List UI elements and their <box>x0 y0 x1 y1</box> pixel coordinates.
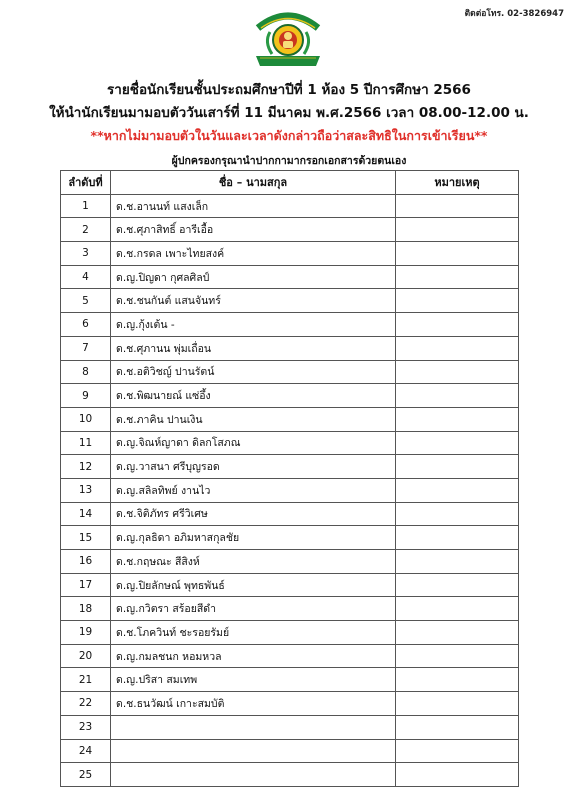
row-number-cell: 22 <box>61 692 111 716</box>
document-title: รายชื่อนักเรียนชั้นประถมศึกษาปีที่ 1 ห้อง 5 ปีการศึกษา 2566 <box>107 82 471 98</box>
remark-cell <box>396 621 519 645</box>
student-name-cell: ด.ญ.ปริสา สมเทพ <box>111 668 396 692</box>
row-number-cell: 23 <box>61 715 111 739</box>
row-number-cell: 8 <box>61 360 111 384</box>
student-roster-table <box>60 170 519 787</box>
student-name-cell: ด.ญ.กวิตรา สร้อยสีดำ <box>111 597 396 621</box>
student-name-cell: ด.ช.อติวิชญ์ ปานรัตน์ <box>111 360 396 384</box>
remark-cell <box>396 194 519 218</box>
remark-cell <box>396 550 519 574</box>
row-number-cell: 1 <box>61 194 111 218</box>
row-number-cell: 11 <box>61 431 111 455</box>
remark-cell <box>396 478 519 502</box>
row-number-cell: 20 <box>61 644 111 668</box>
student-name-cell: ด.ญ.สลิลทิพย์ งานไว <box>111 478 396 502</box>
row-number-cell: 16 <box>61 550 111 574</box>
table-row <box>61 313 519 337</box>
school-logo <box>250 6 326 72</box>
table-row <box>61 265 519 289</box>
remark-cell <box>396 739 519 763</box>
table-row <box>61 668 519 692</box>
row-number-cell: 2 <box>61 218 111 242</box>
registration-date-line: ให้นำนักเรียนมามอบตัววันเสาร์ที่ 11 มีนาคม พ.ศ.2566 เวลา 08.00-12.00 น. <box>49 105 529 121</box>
table-row <box>61 384 519 408</box>
table-row <box>61 621 519 645</box>
table-row <box>61 763 519 787</box>
parent-instruction: ผู้ปกครองกรุณานำปากกามากรอกเอกสารด้วยตนเอง <box>171 155 407 167</box>
table-row <box>61 502 519 526</box>
row-number-cell: 14 <box>61 502 111 526</box>
table-row <box>61 336 519 360</box>
student-name-cell <box>111 763 396 787</box>
student-name-cell: ด.ช.กฤษณะ สีสิงห์ <box>111 550 396 574</box>
row-number-cell: 21 <box>61 668 111 692</box>
table-row <box>61 692 519 716</box>
remark-cell <box>396 242 519 266</box>
student-name-cell: ด.ช.ธนวัฒน์ เกาะสมบัติ <box>111 692 396 716</box>
table-row <box>61 218 519 242</box>
table-row <box>61 289 519 313</box>
contact-phone: ติดต่อโทร. 02-3826947 <box>464 9 564 19</box>
remark-cell <box>396 573 519 597</box>
table-row <box>61 644 519 668</box>
student-name-cell: ด.ญ.จิณห์ญาดา ดิลกโสภณ <box>111 431 396 455</box>
remark-cell <box>396 597 519 621</box>
row-number-cell: 4 <box>61 265 111 289</box>
remark-cell <box>396 360 519 384</box>
table-row <box>61 431 519 455</box>
remark-cell <box>396 715 519 739</box>
student-name-cell: ด.ญ.ปิยลักษณ์ พุทธพันธ์ <box>111 573 396 597</box>
student-name-cell: ด.ช.จิติภัทร ศรีวิเศษ <box>111 502 396 526</box>
table-row <box>61 739 519 763</box>
table-row <box>61 573 519 597</box>
table-header-row <box>61 171 519 195</box>
table-row <box>61 242 519 266</box>
table-row <box>61 478 519 502</box>
table-row <box>61 597 519 621</box>
table-row <box>61 455 519 479</box>
student-name-cell: ด.ช.ศุภาสิทธิ์ อารีเอื้อ <box>111 218 396 242</box>
student-name-cell: ด.ช.อานนท์ แสงเล็ก <box>111 194 396 218</box>
row-number-cell: 17 <box>61 573 111 597</box>
remark-cell <box>396 313 519 337</box>
row-number-cell: 6 <box>61 313 111 337</box>
table-row <box>61 715 519 739</box>
student-name-cell <box>111 739 396 763</box>
row-number-cell: 13 <box>61 478 111 502</box>
remark-cell <box>396 431 519 455</box>
row-number-cell: 25 <box>61 763 111 787</box>
remark-cell <box>396 336 519 360</box>
student-name-cell: ด.ญ.กุลธิดา อภิมหาสกุลชัย <box>111 526 396 550</box>
row-number-cell: 12 <box>61 455 111 479</box>
student-name-cell: ด.ญ.วาสนา ศรีบุญรอด <box>111 455 396 479</box>
row-number-cell: 15 <box>61 526 111 550</box>
row-number-cell: 24 <box>61 739 111 763</box>
remark-cell <box>396 407 519 431</box>
remark-cell <box>396 502 519 526</box>
remark-cell <box>396 289 519 313</box>
row-number-cell: 3 <box>61 242 111 266</box>
table-row <box>61 360 519 384</box>
column-header-name: ชื่อ – นามสกุล <box>111 171 396 195</box>
row-number-cell: 7 <box>61 336 111 360</box>
table-row <box>61 526 519 550</box>
student-name-cell: ด.ช.ชนกันต์ แสนจันทร์ <box>111 289 396 313</box>
student-name-cell: ด.ช.โภควินท์ ชะรอยรัมย์ <box>111 621 396 645</box>
table-row <box>61 194 519 218</box>
student-name-cell: ด.ช.กรดล เพาะไทยสงค์ <box>111 242 396 266</box>
remark-cell <box>396 668 519 692</box>
table-row <box>61 407 519 431</box>
row-number-cell: 5 <box>61 289 111 313</box>
student-name-cell: ด.ช.ภาคิน ปานเงิน <box>111 407 396 431</box>
remark-cell <box>396 692 519 716</box>
column-header-number: ลำดับที่ <box>61 171 111 195</box>
row-number-cell: 19 <box>61 621 111 645</box>
roster-body <box>61 194 519 786</box>
remark-cell <box>396 763 519 787</box>
table-row <box>61 550 519 574</box>
row-number-cell: 10 <box>61 407 111 431</box>
remark-cell <box>396 526 519 550</box>
student-name-cell: ด.ช.พิฒนายณ์ แซ่อึ้ง <box>111 384 396 408</box>
row-number-cell: 9 <box>61 384 111 408</box>
student-name-cell <box>111 715 396 739</box>
remark-cell <box>396 644 519 668</box>
student-name-cell: ด.ญ.กุ้งเต้น - <box>111 313 396 337</box>
student-name-cell: ด.ญ.กมลชนก หอมหวล <box>111 644 396 668</box>
remark-cell <box>396 265 519 289</box>
student-name-cell: ด.ช.ศุภานน พุ่มเถื่อน <box>111 336 396 360</box>
remark-cell <box>396 384 519 408</box>
warning-note: **หากไม่มามอบตัวในวันและเวลาดังกล่าวถือว่าสละสิทธิในการเข้าเรียน** <box>90 128 488 143</box>
remark-cell <box>396 455 519 479</box>
row-number-cell: 18 <box>61 597 111 621</box>
student-name-cell: ด.ญ.ปิญดา กุศลศิลป์ <box>111 265 396 289</box>
remark-cell <box>396 218 519 242</box>
column-header-remark: หมายเหตุ <box>396 171 519 195</box>
